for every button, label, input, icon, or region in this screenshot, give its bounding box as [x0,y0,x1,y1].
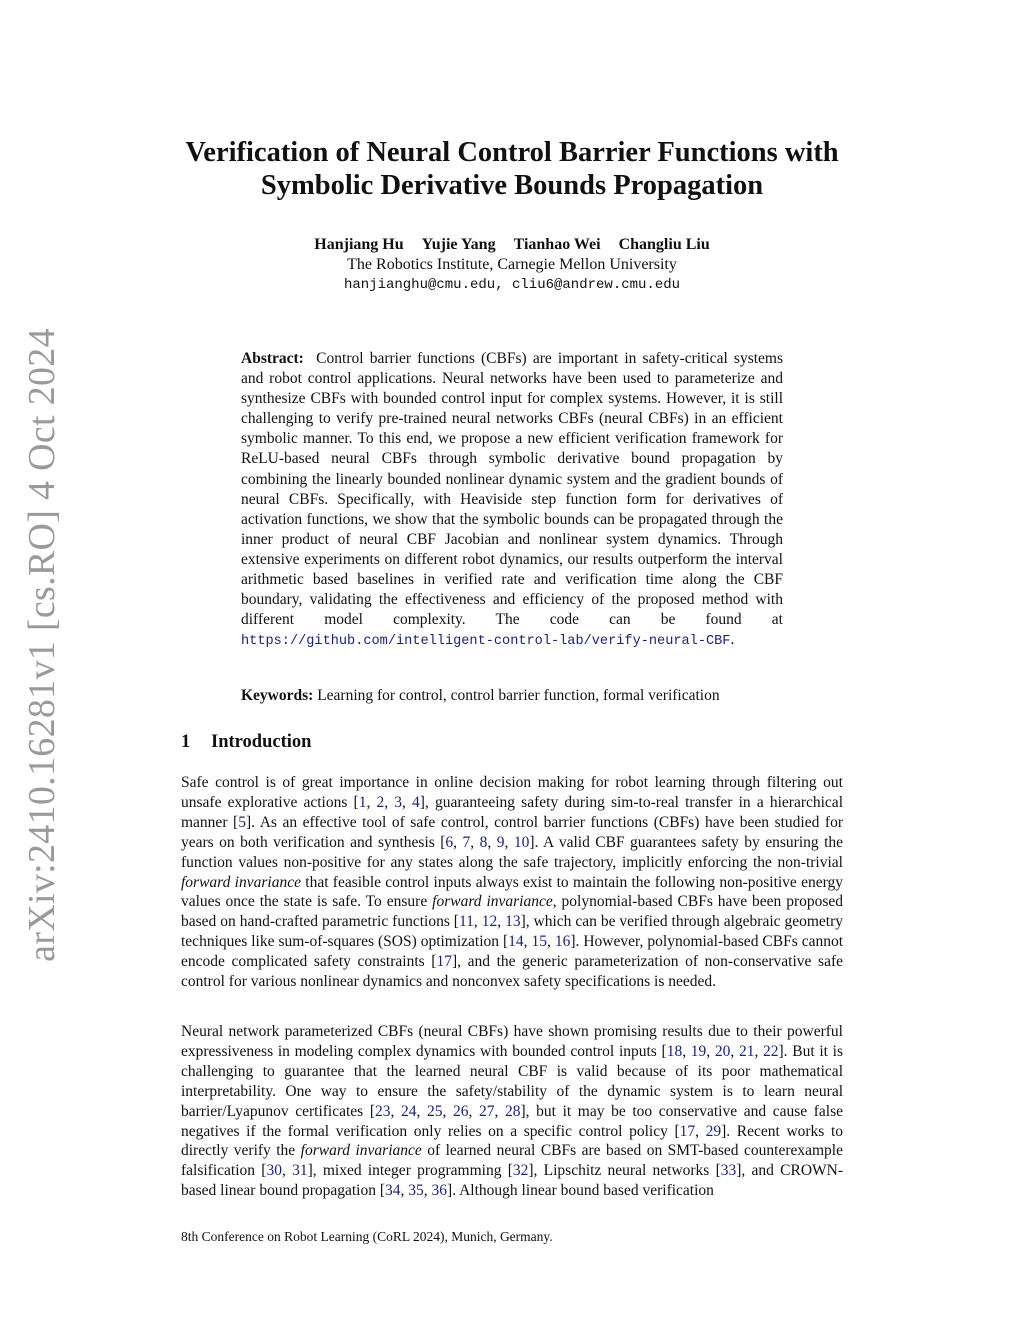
citation-link[interactable]: 34 [385,1182,401,1200]
text-run: , [281,1162,293,1180]
citation-link[interactable]: 6 [445,833,454,851]
text-run: ], and the generic parameterization of non-conservative safe control for various nonlinear dynamics and nonconvex safety specifications is needed. [181,953,843,991]
text-run: , [423,1182,432,1200]
author-name: Yujie Yang [421,236,496,253]
text-run: ]. Although linear bound based verification [447,1182,714,1200]
citation-link[interactable]: 14 [508,933,524,951]
text-run: ], mixed integer programming [ [307,1162,513,1180]
emphasis-text: forward invariance [432,893,553,911]
author-emails: hanjianghu@cmu.edu, cliu6@andrew.cmu.edu [343,277,681,293]
text-run: , [366,793,377,811]
arxiv-sidebar [10,328,74,962]
citation-link[interactable]: 23 [374,1102,391,1120]
text-run: ], guaranteeing safety during sim-to-real transfer in a hierarchical manner [ [181,793,843,831]
text-run: , [547,933,555,951]
text-run: that feasible control inputs always exist to maintain the following non-positive energy values once the state is safe. To ensure [181,873,843,911]
citation-link[interactable]: 24 [400,1102,417,1120]
citation-link[interactable]: 1 [358,793,367,811]
keywords-label: Keywords: [241,687,314,704]
text-run: ]. However, polynomial-based CBFs cannot encode complicated safety constraints [ [181,933,844,971]
citation-link[interactable]: 26 [452,1102,469,1120]
citation-link[interactable]: 28 [504,1102,521,1120]
text-run: ], and CROWN-based linear bound propagation [ [181,1162,843,1200]
affiliation: The Robotics Institute, Carnegie Mellon University [347,256,677,273]
page-title [160,136,864,202]
text-run: , [754,1042,764,1060]
author-name: Changliu Liu [618,236,710,253]
citation-link[interactable]: 9 [496,833,505,851]
citation-link[interactable]: 30 [266,1162,282,1180]
author-name: Tianhao Wei [513,236,601,253]
citation-link[interactable]: 5 [238,813,246,831]
abstract [241,349,783,652]
text-run: , [730,1042,739,1060]
citation-link[interactable]: 3 [394,793,403,811]
citation-link[interactable]: 29 [705,1122,722,1140]
arxiv-stamp: arXiv:2410.16281v1 [cs.RO] 4 Oct 2024 [21,328,64,962]
citation-link[interactable]: 13 [505,913,521,931]
conference-footnote: 8th Conference on Robot Learning (CoRL 2024), Munich, Germany. [181,1229,553,1244]
citation-link[interactable]: 36 [431,1182,448,1200]
author-list [160,235,864,255]
citation-link[interactable]: 10 [513,833,530,851]
citation-link[interactable]: 19 [690,1042,707,1060]
emphasis-text: forward invariance [181,873,301,891]
citation-link[interactable]: 33 [720,1162,737,1180]
text-run: , [390,1102,401,1120]
text-run: , [470,833,480,851]
text-run: ], but it may be too conservative and cause false negatives if the formal verification only relies on a specific control policy [ [181,1102,844,1140]
text-run: Safe control is of great importance in online decision making for robot learning through filtering out unsafe explorative actions [ [181,774,843,811]
title-line-2: Symbolic Derivative Bounds Propagation [260,170,764,201]
citation-link[interactable]: 27 [478,1102,495,1120]
text-run: Neural network parameterized CBFs (neural CBFs) have shown promising results due to their powerful expressiveness in modeling complex dynamics with bounded control inputs [ [181,1023,843,1060]
citation-link[interactable]: 25 [426,1102,443,1120]
text-run: , [400,1182,409,1200]
citation-link[interactable]: 2 [376,793,385,811]
text-run: , [504,833,514,851]
citation-link[interactable]: 32 [512,1162,529,1180]
text-run: , [453,833,463,851]
text-run: ]. As an effective tool of safe control, control barrier functions (CBFs) have been studied for years on both verification and synthesis [ [181,813,843,851]
title-line-1: Verification of Neural Control Barrier Functions with [185,137,839,168]
citation-link[interactable]: 11 [458,913,474,931]
text-run: , [487,833,497,851]
citation-link[interactable]: 17 [436,953,452,971]
text-run: , [523,933,532,951]
emphasis-text: forward invariance [300,1142,422,1160]
text-run: , [402,793,413,811]
intro-paragraph-2 [181,1022,843,1201]
text-run: , [695,1122,706,1140]
text-run: , [384,793,395,811]
citation-link[interactable]: 22 [763,1042,779,1060]
citation-link[interactable]: 4 [412,793,420,811]
abstract-end: . [730,631,735,649]
text-run: , [468,1102,479,1120]
text-run: ], Lipschitz neural networks [ [528,1162,721,1180]
section-number: 1 [181,732,191,752]
text-run: , [416,1102,427,1120]
citation-link[interactable]: 15 [531,933,548,951]
text-run: of learned neural CBFs are based on SMT-based counterexample falsification [ [181,1142,843,1180]
citation-link[interactable]: 12 [481,913,498,931]
text-run: , [494,1102,505,1120]
intro-paragraph-1 [181,773,843,992]
text-run: , [473,913,482,931]
citation-link[interactable]: 16 [554,933,571,951]
author-name: Hanjiang Hu [314,236,404,253]
text-run: ]. But it is challenging to guarantee that the learned neural CBF is valid because of its poor mathematical interpretability. One way to ensure the safety/stability of the dynamic system is to learn neural barrier/Lyapunov certificates [ [181,1042,843,1120]
keywords [241,686,783,706]
text-run: ]. A valid CBF guarantees safety by ensuring the function values non-positive for any states along the safe trajectory, implicitly enforcing the non-trivial [181,833,844,871]
citation-link[interactable]: 20 [714,1042,731,1060]
section-heading [181,730,843,754]
citation-link[interactable]: 21 [738,1042,755,1060]
code-link[interactable]: https://github.com/intelligent-control-lab/verify-neural-CBF [241,634,731,650]
citation-link[interactable]: 17 [679,1122,696,1140]
text-run: ]. Recent works to directly verify the [181,1122,844,1160]
text-run: , [682,1042,691,1060]
text-run: , [442,1102,453,1120]
abstract-text: Control barrier functions (CBFs) are important in safety-critical systems and robot control applications. Neural networks have been used to parameterize and synthesize CBFs with bounded control input for complex systems. However, it is still challenging to verify pre-trained neural networks CBFs (neural CBFs) in an efficient symbolic manner. To this end, we propose a new efficient verification framework for ReLU-based neural CBFs through symbolic derivative bound propagation by combining the linearly bounded nonlinear dynamic system and the gradient bounds of neural CBFs. Specifically, with Heaviside step function form for derivatives of activation functions, we show that the symbolic bounds can be propagated through the inner product of neural CBF Jacobian and nonlinear system dynamics. Through extensive experiments on different robot dynamics, our results outperform the interval arithmetic based baselines in verified rate and verification time along the CBF boundary, validating the effectiveness and efficiency of the proposed method with different model complexity. The code can be found at [241,350,784,629]
citation-link[interactable]: 35 [408,1182,424,1200]
citation-link[interactable]: 18 [666,1042,683,1060]
text-run: , [497,913,506,931]
citation-link[interactable]: 7 [462,833,471,851]
text-run: ], which can be verified through algebraic geometry techniques like sum-of-squares (SOS) optimization [ [181,913,844,951]
citation-link[interactable]: 8 [479,833,488,851]
section-title: Introduction [211,732,312,752]
text-run: , polynomial-based CBFs have been proposed based on hand-crafted parametric functions [ [181,893,844,931]
text-run: , [706,1042,715,1060]
keywords-text: Learning for control, control barrier function, formal verification [317,687,720,704]
citation-link[interactable]: 31 [292,1162,308,1180]
abstract-label: Abstract: [241,350,304,367]
